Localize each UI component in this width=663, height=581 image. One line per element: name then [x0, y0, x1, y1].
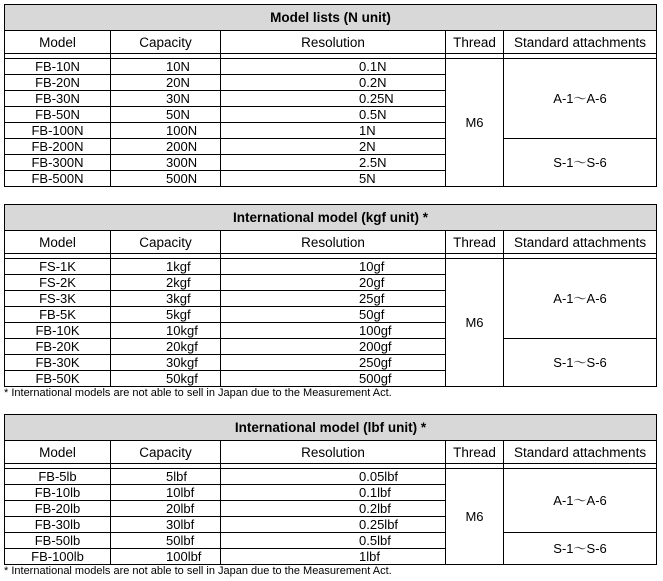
header-model: Model [5, 231, 111, 254]
model-cell: FS-2K [5, 275, 111, 291]
resolution-cell: 0.1N [359, 59, 387, 74]
attachments-a-cell: A-1～A-6 [504, 469, 657, 533]
footnote: * International models are not able to sell in Japan due to the Measurement Act. [4, 387, 392, 399]
footnote: * International models are not able to sell in Japan due to the Measurement Act. [4, 565, 392, 577]
resolution-cell: 0.25N [359, 91, 394, 106]
header-resolution: Resolution [221, 231, 446, 254]
model-cell: FB-10N [5, 59, 111, 75]
capacity-cell: 1kgf [166, 259, 191, 274]
thread-cell: M6 [446, 469, 504, 565]
capacity-cell: 20kgf [166, 339, 198, 354]
model-cell: FB-10K [5, 323, 111, 339]
resolution-cell: 0.1lbf [359, 485, 391, 500]
capacity-cell: 10lbf [166, 485, 195, 500]
capacity-cell: 50N [166, 107, 190, 122]
model-cell: FB-10lb [5, 485, 111, 501]
spec-table [4, 414, 657, 565]
model-cell: FB-50N [5, 107, 111, 123]
capacity-cell: 2kgf [166, 275, 191, 290]
table-title: International model (lbf unit) * [5, 415, 657, 441]
header-resolution: Resolution [221, 31, 446, 54]
capacity-cell: 30N [166, 91, 190, 106]
capacity-cell: 5lbf [166, 469, 187, 484]
resolution-cell: 200gf [359, 339, 392, 354]
thread-cell: M6 [446, 259, 504, 387]
capacity-cell: 30lbf [166, 517, 195, 532]
header-attachments: Standard attachments [504, 31, 657, 54]
header-attachments: Standard attachments [504, 231, 657, 254]
model-cell: FB-50lb [5, 533, 111, 549]
model-cell: FB-50K [5, 371, 111, 387]
capacity-cell: 10N [166, 59, 190, 74]
table-row [5, 339, 657, 355]
resolution-cell: 5N [359, 171, 376, 186]
model-cell: FB-20N [5, 75, 111, 91]
table-title: International model (kgf unit) * [5, 205, 657, 231]
model-table-kgf [4, 204, 656, 399]
model-table-lbf [4, 414, 656, 577]
attachments-a-cell: A-1～A-6 [504, 59, 657, 139]
model-cell: FB-30N [5, 91, 111, 107]
model-cell: FB-30K [5, 355, 111, 371]
capacity-cell: 50kgf [166, 371, 198, 386]
model-cell: FB-5lb [5, 469, 111, 485]
capacity-cell: 100lbf [166, 549, 202, 564]
spec-table [4, 204, 657, 387]
header-thread: Thread [446, 441, 504, 464]
attachments-s-cell: S-1～S-6 [504, 533, 657, 565]
attachments-a-cell: A-1～A-6 [504, 259, 657, 339]
resolution-cell: 20gf [359, 275, 385, 290]
resolution-cell: 0.5N [359, 107, 387, 122]
model-cell: FB-500N [5, 171, 111, 187]
spec-table [4, 4, 657, 187]
resolution-cell: 10gf [359, 259, 385, 274]
model-cell: FB-100lb [5, 549, 111, 565]
header-capacity: Capacity [111, 441, 221, 464]
resolution-cell: 0.5lbf [359, 533, 391, 548]
model-cell: FS-3K [5, 291, 111, 307]
resolution-cell: 0.25lbf [359, 517, 399, 532]
resolution-cell: 2.5N [359, 155, 387, 170]
model-cell: FB-30lb [5, 517, 111, 533]
header-resolution: Resolution [221, 441, 446, 464]
resolution-cell: 1N [359, 123, 376, 138]
capacity-cell: 20lbf [166, 501, 195, 516]
table-row [5, 469, 657, 485]
model-cell: FB-200N [5, 139, 111, 155]
model-table-n [4, 4, 656, 187]
header-capacity: Capacity [111, 231, 221, 254]
capacity-cell: 100N [166, 123, 198, 138]
resolution-cell: 25gf [359, 291, 385, 306]
capacity-cell: 3kgf [166, 291, 191, 306]
resolution-cell: 500gf [359, 371, 392, 386]
resolution-cell: 1lbf [359, 549, 380, 564]
header-thread: Thread [446, 31, 504, 54]
thread-cell: M6 [446, 59, 504, 187]
model-cell: FB-100N [5, 123, 111, 139]
capacity-cell: 20N [166, 75, 190, 90]
model-cell: FS-1K [5, 259, 111, 275]
model-cell: FB-300N [5, 155, 111, 171]
model-cell: FB-20lb [5, 501, 111, 517]
header-thread: Thread [446, 231, 504, 254]
capacity-cell: 300N [166, 155, 198, 170]
header-model: Model [5, 441, 111, 464]
resolution-cell: 100gf [359, 323, 392, 338]
attachments-s-cell: S-1～S-6 [504, 139, 657, 187]
capacity-cell: 500N [166, 171, 198, 186]
attachments-s-cell: S-1～S-6 [504, 339, 657, 387]
table-row [5, 259, 657, 275]
resolution-cell: 0.2N [359, 75, 387, 90]
table-title: Model lists (N unit) [5, 5, 657, 31]
resolution-cell: 250gf [359, 355, 392, 370]
table-row [5, 59, 657, 75]
capacity-cell: 30kgf [166, 355, 198, 370]
model-cell: FB-5K [5, 307, 111, 323]
capacity-cell: 200N [166, 139, 198, 154]
capacity-cell: 10kgf [166, 323, 198, 338]
resolution-cell: 2N [359, 139, 376, 154]
header-attachments: Standard attachments [504, 441, 657, 464]
resolution-cell: 50gf [359, 307, 385, 322]
capacity-cell: 5kgf [166, 307, 191, 322]
resolution-cell: 0.2lbf [359, 501, 391, 516]
resolution-cell: 0.05lbf [359, 469, 399, 484]
table-row [5, 139, 657, 155]
table-row [5, 533, 657, 549]
model-cell: FB-20K [5, 339, 111, 355]
capacity-cell: 50lbf [166, 533, 195, 548]
header-capacity: Capacity [111, 31, 221, 54]
header-model: Model [5, 31, 111, 54]
